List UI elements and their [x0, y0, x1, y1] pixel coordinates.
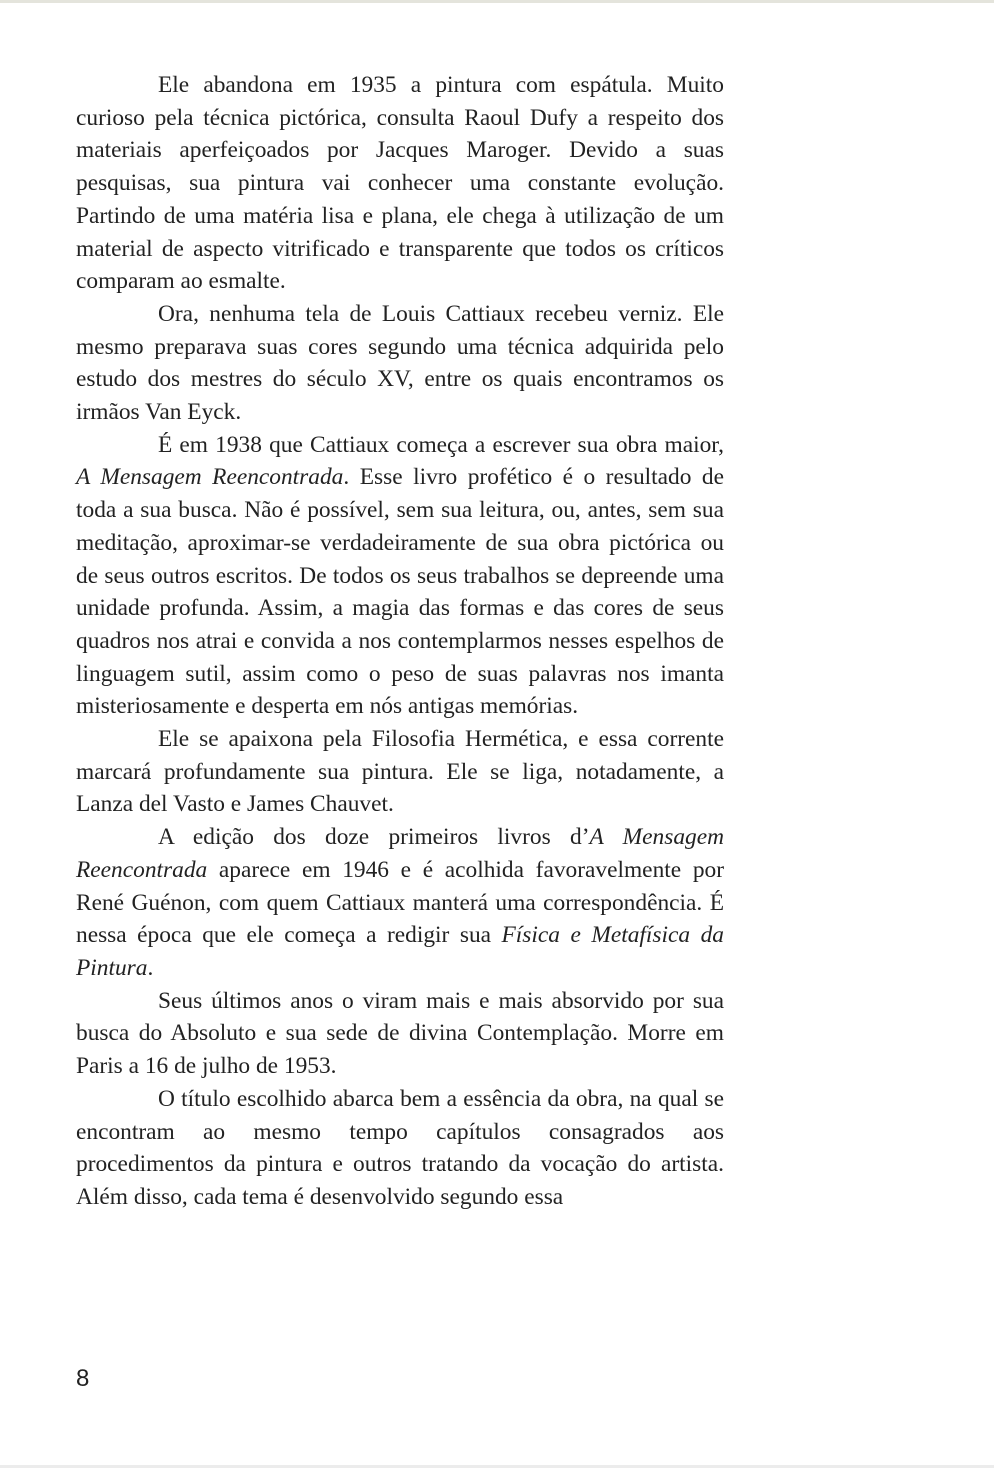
italic-title-span: A Mensagem Reencontrada: [76, 824, 724, 883]
text-span: Seus últimos anos o viram mais e mais absorvido por sua busca do Absoluto e sua sede de divina Contemplação. Morre em Paris a 16 de julho de 1953.: [76, 987, 724, 1080]
text-span: aparece em 1946 e é acolhida favoravelmente por René Guénon, com quem Cattiaux manterá uma correspondência. É nessa época que ele começa a redigir sua: [76, 856, 724, 949]
italic-title-span: A Mensagem Reencontrada: [76, 464, 344, 491]
text-span: É em 1938 que Cattiaux começa a escrever sua obra maior,: [158, 431, 724, 458]
paragraph-1: [76, 69, 724, 298]
paragraph-6: [76, 985, 724, 1083]
text-span: Ora, nenhuma tela de Louis Cattiaux recebeu verniz. Ele mesmo preparava suas cores segundo uma técnica adquirida pelo estudo dos mestres do século XV, entre os quais encontramos os irmãos Van Eyck.: [76, 300, 724, 426]
italic-title-span: Física e Metafísica da Pintura: [76, 922, 724, 981]
paragraph-5: [76, 821, 724, 985]
page-number: 8: [76, 1365, 90, 1392]
paragraph-2: [76, 298, 724, 429]
text-span: .: [147, 954, 154, 981]
paragraph-4: [76, 723, 724, 821]
text-span: Ele abandona em 1935 a pintura com espátula. Muito curioso pela técnica pictórica, consulta Raoul Dufy a respeito dos materiais aperfeiçoados por Jacques Maroger. Devido a suas pesquisas, sua pintura vai conhecer uma constante evolução. Partindo de uma matéria lisa e plana, ele chega à utilização de um material de aspecto vitrificado e transparente que todos os críticos comparam ao esmalte.: [76, 72, 724, 295]
text-span: A edição dos doze primeiros livros d’: [158, 824, 590, 851]
text-span: . Esse livro profético é o resultado de toda a sua busca. Não é possível, sem sua leitura, ou, antes, sem sua meditação, aproximar-se verdadeiramente de sua obra pictórica ou de seus outros escritos. De todos os seus trabalhos se depreende uma unidade profunda. Assim, a magia das formas e das cores de seus quadros nos atrai e convida a nos contemplarmos nesses espelhos de linguagem sutil, assim como o peso de suas palavras nos imanta misteriosamente e desperta em nós antigas memórias.: [76, 464, 724, 720]
text-span: O título escolhido abarca bem a essência da obra, na qual se encontram ao mesmo tempo capítulos consagrados aos procedimentos da pintura e outros tratando da vocação do artista. Além disso, cada tema é desenvolvido segundo essa: [76, 1085, 724, 1210]
body-text: [76, 69, 724, 1214]
paragraph-7: [76, 1083, 724, 1214]
paragraph-3: [76, 429, 724, 723]
text-span: Ele se apaixona pela Filosofia Hermética, e essa corrente marcará profundamente sua pintura. Ele se liga, notadamente, a Lanza del Vasto e James Chauvet.: [76, 726, 724, 818]
